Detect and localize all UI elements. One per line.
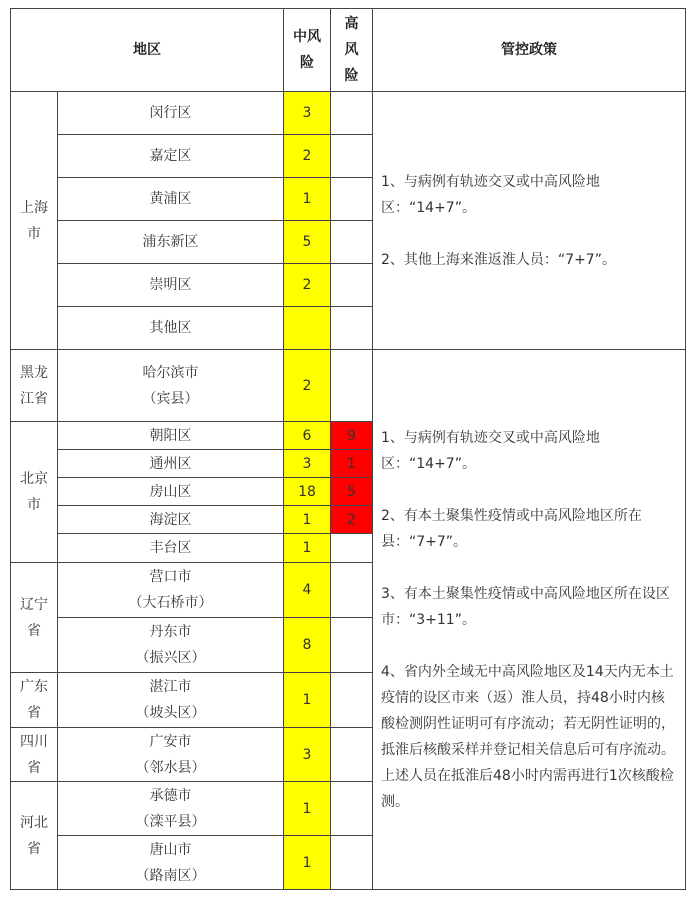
- province-name-line: 市: [27, 225, 41, 242]
- district-cell: [57, 562, 284, 618]
- high-risk-cell: [330, 672, 373, 728]
- high-risk-cell: [330, 349, 373, 422]
- mid-risk-count: 1: [302, 692, 312, 708]
- district-name: 通州区: [149, 455, 192, 472]
- header-mid-risk-line2: 险: [300, 55, 314, 71]
- high-risk-cell: [330, 477, 373, 506]
- district-cell: [57, 349, 284, 422]
- high-risk-cell: [330, 562, 373, 618]
- province-cell: [10, 672, 58, 728]
- district-cell: [57, 781, 284, 836]
- high-risk-cell: [330, 306, 373, 350]
- district-cell: [57, 617, 284, 673]
- district-name: 黄浦区: [149, 191, 192, 207]
- district-cell: [57, 533, 284, 563]
- policy-paragraph: 2、其他上海来淮返淮人员：“7+7”。: [381, 251, 616, 268]
- district-name: 湛江市: [149, 679, 192, 695]
- mid-risk-cell: [283, 349, 331, 422]
- province-name-line: 辽宁: [20, 596, 48, 613]
- district-cell: [57, 477, 284, 506]
- district-cell: [57, 91, 284, 135]
- mid-risk-count: 18: [298, 483, 316, 500]
- header-mid-risk: [283, 8, 331, 92]
- high-risk-count: 2: [347, 511, 356, 528]
- province-cell: [10, 781, 58, 890]
- province-name-line: 省: [27, 705, 41, 721]
- province-name-line: 黑龙: [20, 364, 48, 381]
- mid-risk-cell: [283, 91, 331, 135]
- risk-table: [10, 8, 686, 890]
- mid-risk-cell: [283, 220, 331, 264]
- district-subname: （邻水县）: [135, 759, 206, 776]
- header-high-risk-line2: 风: [344, 42, 359, 58]
- province-cell: [10, 727, 58, 782]
- province-cell: [10, 349, 58, 422]
- district-cell: [57, 220, 284, 264]
- mid-risk-cell: [283, 449, 331, 478]
- policy-paragraph: 2、有本土聚集性疫情或中高风险地区所在县：“7+7”。: [381, 507, 642, 550]
- province-name-line: 省: [27, 840, 41, 857]
- district-name: 浦东新区: [142, 234, 199, 250]
- province-name-line: 四川: [20, 733, 48, 750]
- mid-risk-count: 1: [302, 800, 312, 817]
- district-name: 朝阳区: [149, 427, 192, 444]
- mid-risk-count: 8: [302, 637, 312, 653]
- high-risk-cell: [330, 835, 373, 890]
- district-cell: [57, 672, 284, 728]
- district-name: 承德市: [149, 787, 192, 804]
- mid-risk-count: 2: [302, 148, 312, 164]
- district-subname: （振兴区）: [135, 650, 206, 666]
- mid-risk-count: 6: [302, 427, 312, 444]
- district-name: 哈尔滨市: [142, 364, 199, 381]
- province-cell: [10, 562, 58, 673]
- district-name: 广安市: [149, 733, 192, 750]
- mid-risk-cell: [283, 505, 331, 534]
- high-risk-cell: [330, 91, 373, 135]
- mid-risk-count: 2: [302, 377, 312, 394]
- province-name-line: 省: [27, 622, 41, 639]
- mid-risk-count: 3: [302, 105, 312, 121]
- mid-risk-count: 1: [302, 854, 312, 871]
- district-name: 闵行区: [149, 105, 192, 121]
- policy-paragraph: 3、有本土聚集性疫情或中高风险地区所在设区市：“3+11”。: [381, 585, 670, 628]
- mid-risk-count: 3: [302, 746, 312, 763]
- high-risk-count: 1: [347, 455, 356, 472]
- mid-risk-cell: [283, 306, 331, 350]
- district-subname: （路南区）: [135, 867, 206, 884]
- province-name-line: 江省: [20, 390, 48, 407]
- mid-risk-cell: [283, 781, 331, 836]
- mid-risk-count: 1: [302, 540, 312, 556]
- policy-paragraph: 1、与病例有轨迹交叉或中高风险地区：“14+7”。: [381, 173, 600, 216]
- high-risk-cell: [330, 617, 373, 673]
- policy-paragraph: 1、与病例有轨迹交叉或中高风险地区：“14+7”。: [381, 429, 600, 472]
- high-risk-cell: [330, 781, 373, 836]
- district-subname: （大石桥市）: [128, 595, 213, 611]
- high-risk-count: 9: [347, 427, 356, 444]
- district-cell: [57, 263, 284, 307]
- mid-risk-cell: [283, 533, 331, 563]
- mid-risk-cell: [283, 617, 331, 673]
- district-subname: （宾县）: [142, 390, 199, 407]
- district-name: 嘉定区: [149, 148, 192, 164]
- district-name: 房山区: [149, 483, 192, 500]
- policy-paragraph: 4、省内外全域无中高风险地区及14天内无本土疫情的设区市来（返）淮人员，持48小时内核酸检测阴性证明可有序流动；若无阴性证明的，抵淮后核酸采样并登记相关信息后可有序流动。上述人员在抵淮后48小时内需再进行1次核酸检测。: [381, 663, 675, 810]
- district-cell: [57, 421, 284, 450]
- district-name: 丹东市: [149, 624, 192, 640]
- header-high-risk: [330, 8, 373, 92]
- district-cell: [57, 727, 284, 782]
- high-risk-cell: [330, 505, 373, 534]
- province-name-line: 省: [27, 759, 41, 776]
- high-risk-cell: [330, 421, 373, 450]
- district-subname: （滦平县）: [135, 813, 206, 830]
- district-name: 唐山市: [149, 841, 192, 858]
- district-name: 丰台区: [149, 540, 192, 556]
- high-risk-cell: [330, 263, 373, 307]
- mid-risk-cell: [283, 477, 331, 506]
- mid-risk-count: 1: [302, 511, 312, 528]
- mid-risk-cell: [283, 134, 331, 178]
- high-risk-cell: [330, 220, 373, 264]
- province-name-line: 北京: [20, 471, 48, 487]
- header-mid-risk-line1: 中风: [293, 29, 321, 45]
- mid-risk-count: 2: [302, 277, 312, 293]
- header-high-risk-line3: 险: [344, 68, 359, 84]
- mid-risk-cell: [283, 835, 331, 890]
- mid-risk-cell: [283, 177, 331, 221]
- district-subname: （坡头区）: [135, 705, 206, 721]
- province-name-line: 河北: [20, 814, 48, 831]
- high-risk-cell: [330, 727, 373, 782]
- mid-risk-cell: [283, 727, 331, 782]
- high-risk-cell: [330, 449, 373, 478]
- mid-risk-count: 1: [302, 191, 312, 207]
- high-risk-cell: [330, 533, 373, 563]
- district-cell: [57, 449, 284, 478]
- province-cell: [10, 421, 58, 563]
- policy-cell-shanghai: [372, 91, 686, 350]
- header-policy: [372, 8, 686, 92]
- header-high-risk-line1: 高: [344, 16, 359, 32]
- province-name-line: 广东: [20, 679, 48, 695]
- district-cell: [57, 505, 284, 534]
- policy-cell-other: [372, 349, 686, 890]
- header-region-text: 地区: [133, 42, 161, 58]
- province-cell: [10, 91, 58, 350]
- mid-risk-cell: [283, 672, 331, 728]
- mid-risk-count: 3: [302, 455, 312, 472]
- header-region: [10, 8, 284, 92]
- high-risk-cell: [330, 134, 373, 178]
- mid-risk-count: 5: [302, 234, 312, 250]
- mid-risk-cell: [283, 562, 331, 618]
- mid-risk-cell: [283, 263, 331, 307]
- mid-risk-cell: [283, 421, 331, 450]
- high-risk-cell: [330, 177, 373, 221]
- header-policy-text: 管控政策: [501, 42, 557, 58]
- province-name-line: 上海: [20, 199, 48, 216]
- district-cell: [57, 177, 284, 221]
- mid-risk-count: 4: [302, 582, 312, 598]
- district-name: 营口市: [149, 569, 192, 585]
- district-name: 海淀区: [149, 511, 192, 528]
- district-name: 崇明区: [149, 277, 192, 293]
- province-name-line: 市: [27, 497, 41, 513]
- district-cell: [57, 306, 284, 350]
- district-cell: [57, 835, 284, 890]
- high-risk-count: 5: [347, 483, 356, 500]
- district-name: 其他区: [149, 320, 192, 336]
- district-cell: [57, 134, 284, 178]
